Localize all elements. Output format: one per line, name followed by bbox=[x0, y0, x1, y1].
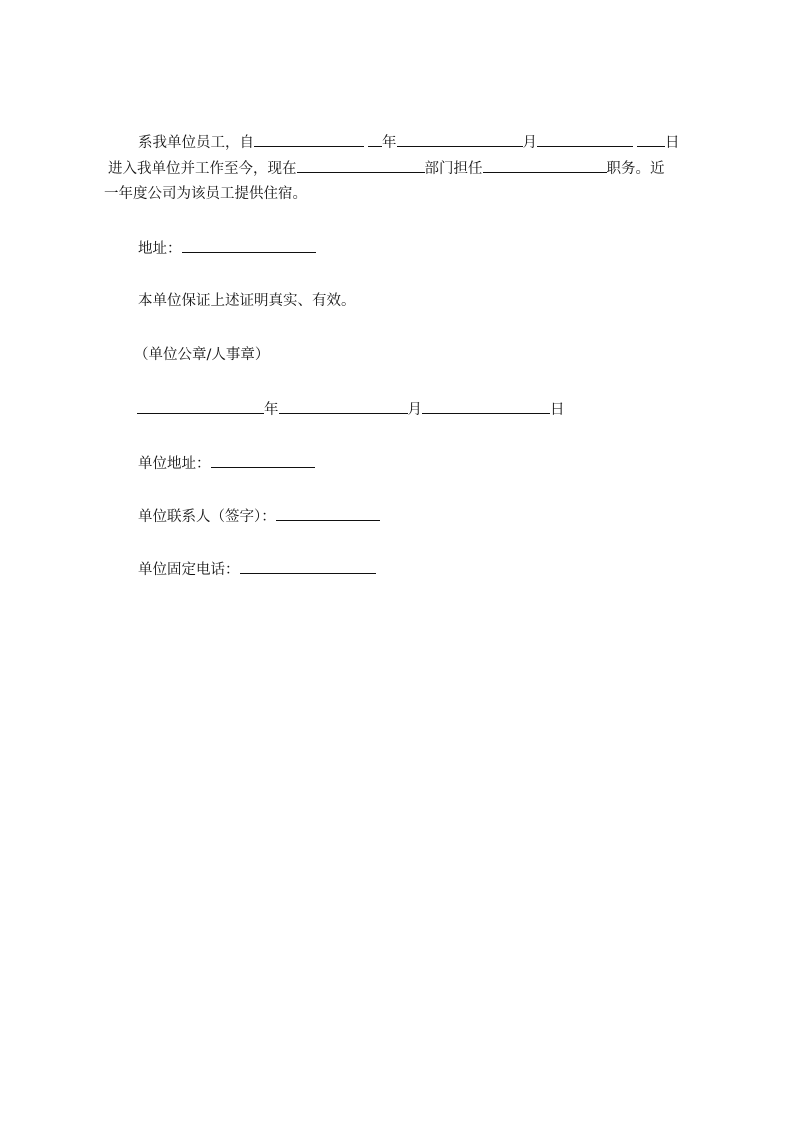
blank-date-year bbox=[137, 398, 264, 414]
contact-label: 单位联系人（签字）： bbox=[138, 509, 276, 525]
seal-text: （单位公章/人事章） bbox=[134, 347, 270, 363]
blank-start-year bbox=[254, 131, 364, 147]
blank-address bbox=[182, 237, 316, 253]
blank-date-month bbox=[279, 398, 408, 414]
duty-text: 职务。近 bbox=[606, 161, 665, 177]
blank-start-day bbox=[537, 131, 633, 147]
blank-company-address bbox=[211, 452, 315, 468]
intro-text: 系我单位员工，自 bbox=[138, 135, 254, 151]
paragraph-line-1 bbox=[138, 131, 680, 153]
blank-department bbox=[297, 157, 425, 173]
blank-position bbox=[483, 157, 607, 173]
blank-date-day bbox=[422, 398, 550, 414]
blank-contact bbox=[276, 505, 380, 521]
day-label: 日 bbox=[665, 135, 680, 151]
blank-phone bbox=[240, 558, 376, 574]
address-line bbox=[138, 237, 316, 259]
year-label: 年 bbox=[382, 135, 397, 151]
guarantee-text: 本单位保证上述证明真实、有效。 bbox=[138, 293, 356, 309]
paragraph-line-3: 一年度公司为该员工提供住宿。 bbox=[104, 186, 307, 202]
blank-start-year-tail bbox=[368, 131, 382, 147]
dept-label: 部门担任 bbox=[424, 161, 483, 177]
date-year-label: 年 bbox=[264, 402, 279, 418]
company-address-line bbox=[138, 452, 315, 474]
date-day-label: 日 bbox=[550, 402, 565, 418]
line2-start-text: 进入我单位并工作至今，现在 bbox=[108, 161, 297, 177]
phone-line bbox=[138, 558, 376, 580]
blank-start-day-tail bbox=[637, 131, 665, 147]
phone-label: 单位固定电话： bbox=[138, 562, 240, 578]
contact-line bbox=[138, 505, 380, 527]
blank-start-month bbox=[397, 131, 523, 147]
date-month-label: 月 bbox=[407, 402, 422, 418]
company-address-label: 单位地址： bbox=[138, 456, 211, 472]
month-label: 月 bbox=[522, 135, 537, 151]
date-line bbox=[137, 398, 565, 420]
paragraph-line-2 bbox=[108, 157, 665, 179]
address-label: 地址： bbox=[138, 241, 182, 257]
